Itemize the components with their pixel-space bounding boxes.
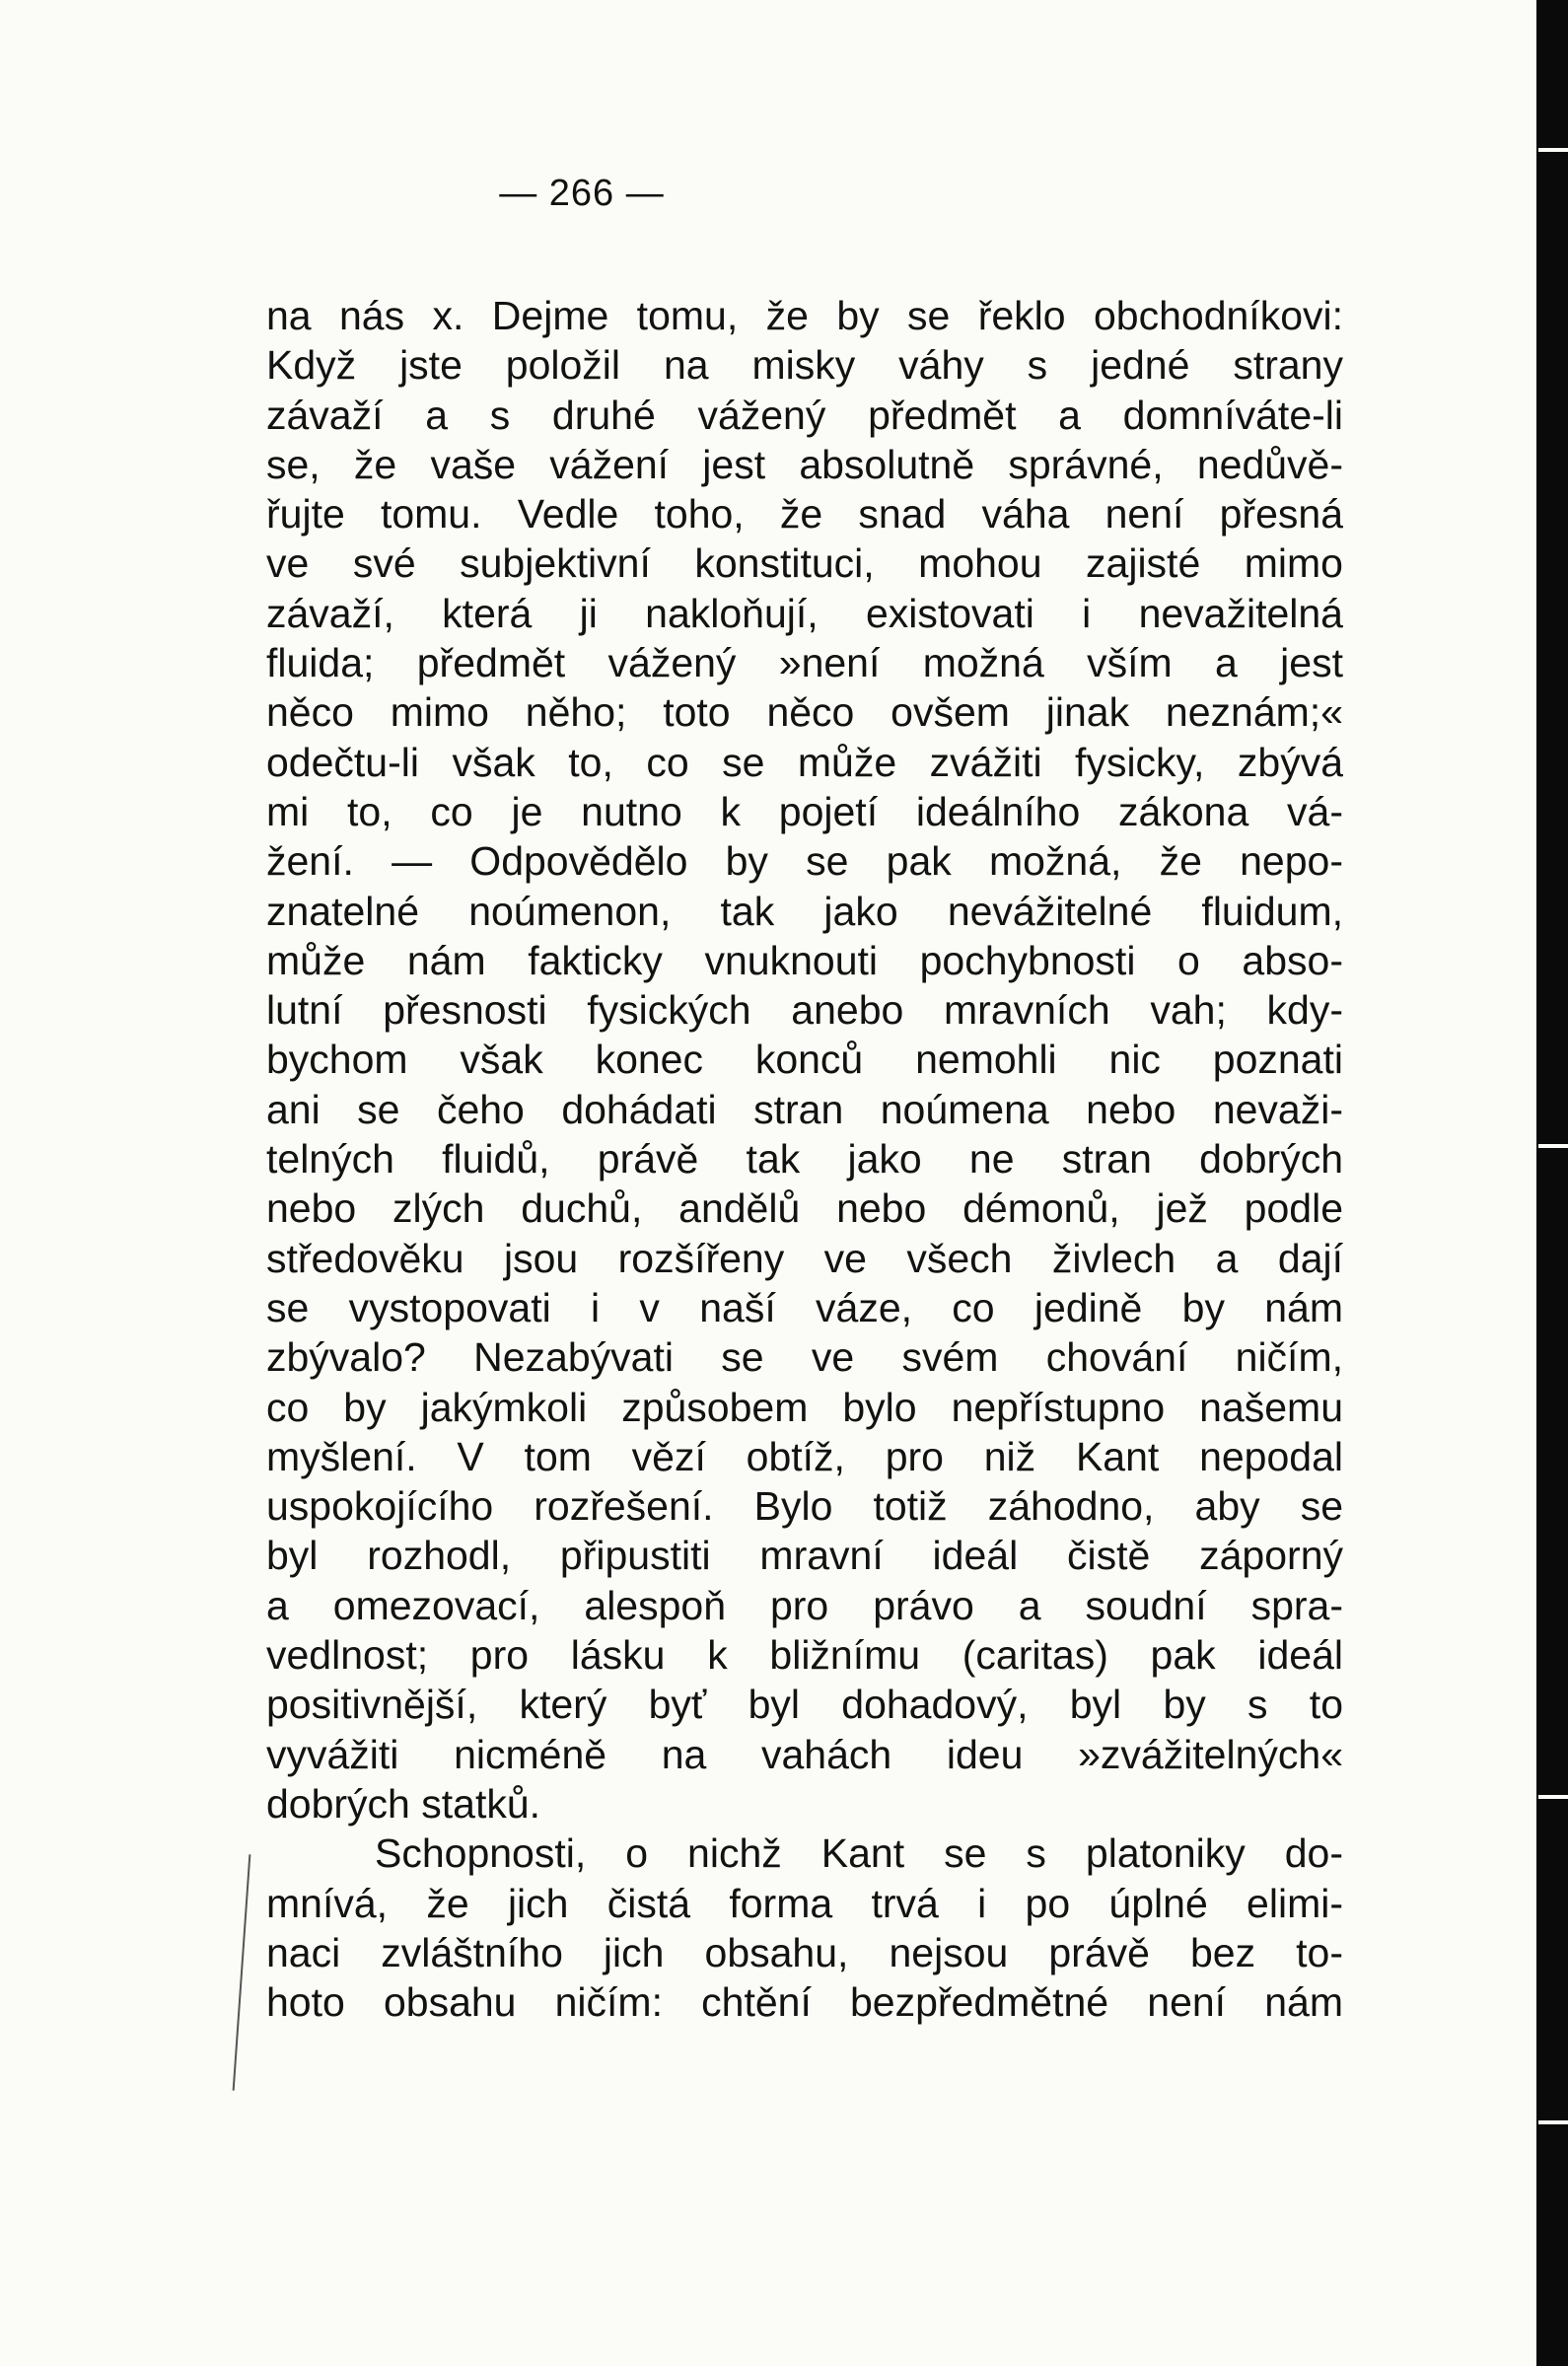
text-line: ani se čeho dohádati stran noúmena nebo nevaži- <box>266 1086 1343 1132</box>
text-line: středověku jsou rozšířeny ve všech živlech a dají <box>266 1235 1343 1281</box>
text-line: odečtu-li však to, co se může zvážiti fysicky, zbývá <box>266 739 1343 785</box>
edge-tick <box>1538 148 1568 152</box>
margin-pencil-mark <box>233 1854 251 2091</box>
text-line: na nás x. Dejme tomu, že by se řeklo obchodníkovi: <box>266 293 1343 338</box>
text-line: žení. — Odpovědělo by se pak možná, že nepo- <box>266 838 1343 885</box>
text-line: Schopnosti, o nichž Kant se s platoniky do- <box>375 1830 1343 1877</box>
text-line: ve své subjektivní konstituci, mohou zajisté mimo <box>266 540 1343 587</box>
text-line: vedlnost; pro lásku k bližnímu (caritas) pak ideál <box>266 1632 1343 1679</box>
text-line: mnívá, že jich čistá forma trvá i po úplné elimi- <box>266 1880 1343 1926</box>
text-line: lutní přesnosti fysických anebo mravních vah; kdy- <box>266 987 1343 1034</box>
text-line: bychom však konec konců nemohli nic poznati <box>266 1037 1343 1083</box>
text-line: a omezovací, alespoň pro právo a soudní spra- <box>266 1582 1343 1628</box>
text-line: mi to, co je nutno k pojetí ideálního zákona vá- <box>266 788 1343 834</box>
page-number: — 266 — <box>499 173 665 214</box>
text-line: dobrých statků. <box>266 1780 541 1827</box>
edge-tick <box>1538 1144 1568 1148</box>
text-line: hoto obsahu ničím: chtění bezpředmětné není nám <box>266 1979 1343 2026</box>
text-line: naci zvláštního jich obsahu, nejsou právě bez to- <box>266 1929 1343 1975</box>
text-line: znatelné noúmenon, tak jako nevážitelné fluidum, <box>266 888 1343 934</box>
text-line: byl rozhodl, připustiti mravní ideál čistě záporný <box>266 1533 1343 1579</box>
text-line: něco mimo něho; toto něco ovšem jinak neznám;« <box>266 689 1343 736</box>
text-line: nebo zlých duchů, andělů nebo démonů, jež podle <box>266 1185 1343 1232</box>
text-line: myšlení. V tom vězí obtíž, pro niž Kant nepodal <box>266 1433 1343 1479</box>
text-line: řujte tomu. Vedle toho, že snad váha není přesná <box>266 491 1343 538</box>
text-line: vyvážiti nicméně na vahách ideu »zvážitelných« <box>266 1731 1343 1777</box>
text-line: positivnější, který byť byl dohadový, byl by s to <box>266 1682 1343 1728</box>
body-text <box>266 291 1343 2027</box>
text-line: může nám fakticky vnuknouti pochybnosti o abso- <box>266 937 1343 983</box>
text-line: závaží, která ji nakloňují, existovati i nevažitelná <box>266 590 1343 636</box>
text-line: zbývalo? Nezabývati se ve svém chování ničím, <box>266 1334 1343 1381</box>
edge-tick <box>1538 1795 1568 1799</box>
text-line: telných fluidů, právě tak jako ne stran dobrých <box>266 1136 1343 1183</box>
edge-tick <box>1538 2120 1568 2124</box>
text-line: co by jakýmkoli způsobem bylo nepřístupno našemu <box>266 1384 1343 1430</box>
text-line: Když jste položil na misky váhy s jedné strany <box>266 342 1343 389</box>
text-line: se, že vaše vážení jest absolutně správné, nedůvě- <box>266 441 1343 487</box>
scan-edge <box>1536 0 1568 2366</box>
text-line: závaží a s druhé vážený předmět a domníváte-li <box>266 392 1343 438</box>
text-line: uspokojícího rozřešení. Bylo totiž záhodno, aby se <box>266 1483 1343 1530</box>
text-line: se vystopovati i v naší váze, co jedině by nám <box>266 1284 1343 1330</box>
text-line: fluida; předmět vážený »není možná vším a jest <box>266 640 1343 686</box>
